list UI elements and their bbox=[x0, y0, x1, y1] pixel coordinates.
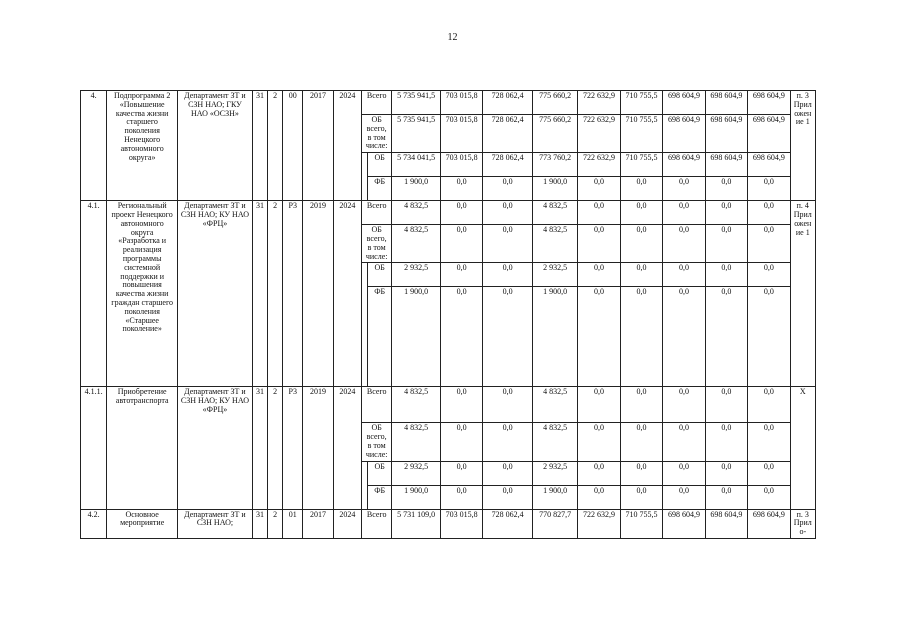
table-row bbox=[81, 509, 816, 538]
amount-cell: 0,0 bbox=[578, 263, 620, 287]
amount-cell: 698 604,9 bbox=[705, 153, 747, 177]
amount-cell: 0,0 bbox=[663, 263, 705, 287]
amount-cell: 698 604,9 bbox=[663, 91, 705, 115]
amount-cell: 698 604,9 bbox=[705, 91, 747, 115]
amount-cell: 698 604,9 bbox=[663, 509, 705, 538]
amount-cell: 0,0 bbox=[748, 485, 790, 509]
amount-cell: 2 932,5 bbox=[392, 461, 441, 485]
amount-cell: 5 735 941,5 bbox=[392, 115, 441, 153]
note-cell: п. 4 Приложение 1 bbox=[790, 201, 815, 387]
executor: Департамент ЗТ и СЗН НАО; КУ НАО «ФРЦ» bbox=[178, 201, 253, 387]
grbs-code: 31 bbox=[252, 387, 267, 509]
amount-cell: 0,0 bbox=[620, 387, 662, 423]
amount-cell: 2 932,5 bbox=[532, 263, 577, 287]
amount-cell: 703 015,8 bbox=[440, 91, 482, 115]
amount-cell: 0,0 bbox=[483, 201, 533, 225]
amount-cell: 775 660,2 bbox=[532, 115, 577, 153]
budget-table bbox=[80, 90, 816, 539]
source-label: Всего bbox=[362, 91, 392, 115]
amount-cell: 770 827,7 bbox=[532, 509, 577, 538]
amount-cell: 0,0 bbox=[705, 225, 747, 263]
amount-cell: 698 604,9 bbox=[663, 115, 705, 153]
amount-cell: 0,0 bbox=[578, 287, 620, 387]
amount-cell: 0,0 bbox=[483, 423, 533, 461]
amount-cell: 0,0 bbox=[578, 461, 620, 485]
program-code: P3 bbox=[283, 201, 303, 387]
amount-cell: 703 015,8 bbox=[440, 115, 482, 153]
amount-cell: 0,0 bbox=[663, 387, 705, 423]
measure-name: Региональный проект Ненецкого автономного округа «Разработка и реализация программы системной поддержки и повышения качества жизни граждан старшего поколения «Старшее поколение» bbox=[107, 201, 178, 387]
amount-cell: 710 755,5 bbox=[620, 153, 662, 177]
amount-cell: 0,0 bbox=[748, 225, 790, 263]
grbs-code: 31 bbox=[252, 201, 267, 387]
amount-cell: 0,0 bbox=[483, 287, 533, 387]
amount-cell: 5 731 109,0 bbox=[392, 509, 441, 538]
amount-cell: 0,0 bbox=[748, 177, 790, 201]
amount-cell: 4 832,5 bbox=[532, 387, 577, 423]
amount-cell: 0,0 bbox=[620, 201, 662, 225]
amount-cell: 698 604,9 bbox=[748, 509, 790, 538]
amount-cell: 722 632,9 bbox=[578, 153, 620, 177]
measure-name: Приобретение автотранспорта bbox=[107, 387, 178, 509]
amount-cell: 0,0 bbox=[748, 461, 790, 485]
amount-cell: 1 900,0 bbox=[392, 485, 441, 509]
amount-cell: 1 900,0 bbox=[392, 287, 441, 387]
amount-cell: 0,0 bbox=[620, 485, 662, 509]
amount-cell: 698 604,9 bbox=[705, 115, 747, 153]
amount-cell: 4 832,5 bbox=[532, 423, 577, 461]
start-year: 2017 bbox=[303, 91, 333, 201]
amount-cell: 0,0 bbox=[705, 287, 747, 387]
amount-cell: 0,0 bbox=[440, 201, 482, 225]
amount-cell: 0,0 bbox=[440, 225, 482, 263]
executor: Департамент ЗТ и СЗН НАО; ГКУ НАО «ОСЗН» bbox=[178, 91, 253, 201]
amount-cell: 5 734 041,5 bbox=[392, 153, 441, 177]
amount-cell: 0,0 bbox=[748, 201, 790, 225]
amount-cell: 0,0 bbox=[578, 423, 620, 461]
note-cell: п. 3 Прило- bbox=[790, 509, 815, 538]
note-cell: п. 3 Приложение 1 bbox=[790, 91, 815, 201]
amount-cell: 0,0 bbox=[440, 423, 482, 461]
amount-cell: 728 062,4 bbox=[483, 91, 533, 115]
amount-cell: 0,0 bbox=[578, 225, 620, 263]
amount-cell: 0,0 bbox=[578, 201, 620, 225]
amount-cell: 0,0 bbox=[620, 263, 662, 287]
amount-cell: 0,0 bbox=[663, 177, 705, 201]
source-label: ФБ bbox=[368, 287, 392, 387]
amount-cell: 0,0 bbox=[663, 287, 705, 387]
table-row bbox=[81, 91, 816, 115]
amount-cell: 710 755,5 bbox=[620, 91, 662, 115]
amount-cell: 4 832,5 bbox=[532, 201, 577, 225]
source-label: ОБ bbox=[368, 263, 392, 287]
program-code: P3 bbox=[283, 387, 303, 509]
amount-cell: 775 660,2 bbox=[532, 91, 577, 115]
amount-cell: 722 632,9 bbox=[578, 115, 620, 153]
row-number: 4.1. bbox=[81, 201, 107, 387]
amount-cell: 698 604,9 bbox=[748, 115, 790, 153]
amount-cell: 703 015,8 bbox=[440, 153, 482, 177]
amount-cell: 1 900,0 bbox=[532, 485, 577, 509]
amount-cell: 4 832,5 bbox=[392, 225, 441, 263]
amount-cell: 0,0 bbox=[483, 177, 533, 201]
amount-cell: 0,0 bbox=[578, 485, 620, 509]
amount-cell: 0,0 bbox=[620, 177, 662, 201]
note-cell: Х bbox=[790, 387, 815, 509]
table-row bbox=[81, 201, 816, 225]
source-label: ОБ bbox=[368, 461, 392, 485]
amount-cell: 2 932,5 bbox=[532, 461, 577, 485]
rz-code: 2 bbox=[268, 509, 283, 538]
amount-cell: 4 832,5 bbox=[392, 387, 441, 423]
end-year: 2024 bbox=[333, 91, 361, 201]
rz-code: 2 bbox=[268, 201, 283, 387]
amount-cell: 0,0 bbox=[440, 177, 482, 201]
amount-cell: 0,0 bbox=[705, 263, 747, 287]
measure-name: Основное мероприятие bbox=[107, 509, 178, 538]
amount-cell: 728 062,4 bbox=[483, 115, 533, 153]
amount-cell: 0,0 bbox=[620, 423, 662, 461]
program-code: 01 bbox=[283, 509, 303, 538]
amount-cell: 710 755,5 bbox=[620, 509, 662, 538]
amount-cell: 0,0 bbox=[705, 485, 747, 509]
amount-cell: 698 604,9 bbox=[705, 509, 747, 538]
table-row bbox=[81, 387, 816, 423]
source-label: Всего bbox=[362, 201, 392, 225]
amount-cell: 4 832,5 bbox=[392, 201, 441, 225]
end-year: 2024 bbox=[333, 509, 361, 538]
start-year: 2017 bbox=[303, 509, 333, 538]
end-year: 2024 bbox=[333, 387, 361, 509]
source-label: ОБ всего, в том числе: bbox=[362, 423, 392, 461]
source-label: ФБ bbox=[368, 177, 392, 201]
amount-cell: 1 900,0 bbox=[392, 177, 441, 201]
amount-cell: 0,0 bbox=[440, 263, 482, 287]
amount-cell: 698 604,9 bbox=[748, 91, 790, 115]
amount-cell: 710 755,5 bbox=[620, 115, 662, 153]
amount-cell: 0,0 bbox=[705, 461, 747, 485]
source-label: ФБ bbox=[368, 485, 392, 509]
amount-cell: 0,0 bbox=[705, 201, 747, 225]
amount-cell: 728 062,4 bbox=[483, 153, 533, 177]
row-number: 4.1.1. bbox=[81, 387, 107, 509]
amount-cell: 0,0 bbox=[663, 485, 705, 509]
end-year: 2024 bbox=[333, 201, 361, 387]
source-label: Всего bbox=[362, 387, 392, 423]
amount-cell: 0,0 bbox=[663, 201, 705, 225]
amount-cell: 728 062,4 bbox=[483, 509, 533, 538]
amount-cell: 722 632,9 bbox=[578, 509, 620, 538]
amount-cell: 0,0 bbox=[663, 225, 705, 263]
grbs-code: 31 bbox=[252, 91, 267, 201]
amount-cell: 0,0 bbox=[440, 461, 482, 485]
measure-name: Подпрограмма 2 «Повышение качества жизни старшего поколения Ненецкого автономного округа» bbox=[107, 91, 178, 201]
amount-cell: 698 604,9 bbox=[663, 153, 705, 177]
amount-cell: 0,0 bbox=[748, 387, 790, 423]
amount-cell: 0,0 bbox=[663, 423, 705, 461]
program-code: 00 bbox=[283, 91, 303, 201]
amount-cell: 0,0 bbox=[705, 177, 747, 201]
row-number: 4.2. bbox=[81, 509, 107, 538]
amount-cell: 0,0 bbox=[578, 177, 620, 201]
amount-cell: 4 832,5 bbox=[392, 423, 441, 461]
amount-cell: 0,0 bbox=[483, 387, 533, 423]
executor: Департамент ЗТ и СЗН НАО; bbox=[178, 509, 253, 538]
amount-cell: 0,0 bbox=[620, 287, 662, 387]
amount-cell: 722 632,9 bbox=[578, 91, 620, 115]
amount-cell: 0,0 bbox=[620, 461, 662, 485]
source-label: ОБ всего, в том числе: bbox=[362, 115, 392, 153]
amount-cell: 0,0 bbox=[483, 263, 533, 287]
amount-cell: 0,0 bbox=[620, 225, 662, 263]
amount-cell: 1 900,0 bbox=[532, 287, 577, 387]
source-label: Всего bbox=[362, 509, 392, 538]
amount-cell: 0,0 bbox=[483, 225, 533, 263]
amount-cell: 0,0 bbox=[748, 423, 790, 461]
amount-cell: 5 735 941,5 bbox=[392, 91, 441, 115]
start-year: 2019 bbox=[303, 387, 333, 509]
amount-cell: 0,0 bbox=[440, 387, 482, 423]
amount-cell: 698 604,9 bbox=[748, 153, 790, 177]
amount-cell: 0,0 bbox=[663, 461, 705, 485]
source-label: ОБ всего, в том числе: bbox=[362, 225, 392, 263]
amount-cell: 0,0 bbox=[705, 387, 747, 423]
executor: Департамент ЗТ и СЗН НАО; КУ НАО «ФРЦ» bbox=[178, 387, 253, 509]
amount-cell: 0,0 bbox=[440, 485, 482, 509]
amount-cell: 0,0 bbox=[705, 423, 747, 461]
page-number: 12 bbox=[447, 32, 458, 43]
start-year: 2019 bbox=[303, 201, 333, 387]
rz-code: 2 bbox=[268, 387, 283, 509]
amount-cell: 0,0 bbox=[748, 287, 790, 387]
rz-code: 2 bbox=[268, 91, 283, 201]
amount-cell: 773 760,2 bbox=[532, 153, 577, 177]
row-number: 4. bbox=[81, 91, 107, 201]
grbs-code: 31 bbox=[252, 509, 267, 538]
amount-cell: 0,0 bbox=[483, 461, 533, 485]
amount-cell: 1 900,0 bbox=[532, 177, 577, 201]
amount-cell: 2 932,5 bbox=[392, 263, 441, 287]
amount-cell: 4 832,5 bbox=[532, 225, 577, 263]
source-label: ОБ bbox=[368, 153, 392, 177]
amount-cell: 0,0 bbox=[440, 287, 482, 387]
amount-cell: 0,0 bbox=[483, 485, 533, 509]
amount-cell: 0,0 bbox=[748, 263, 790, 287]
amount-cell: 0,0 bbox=[578, 387, 620, 423]
amount-cell: 703 015,8 bbox=[440, 509, 482, 538]
